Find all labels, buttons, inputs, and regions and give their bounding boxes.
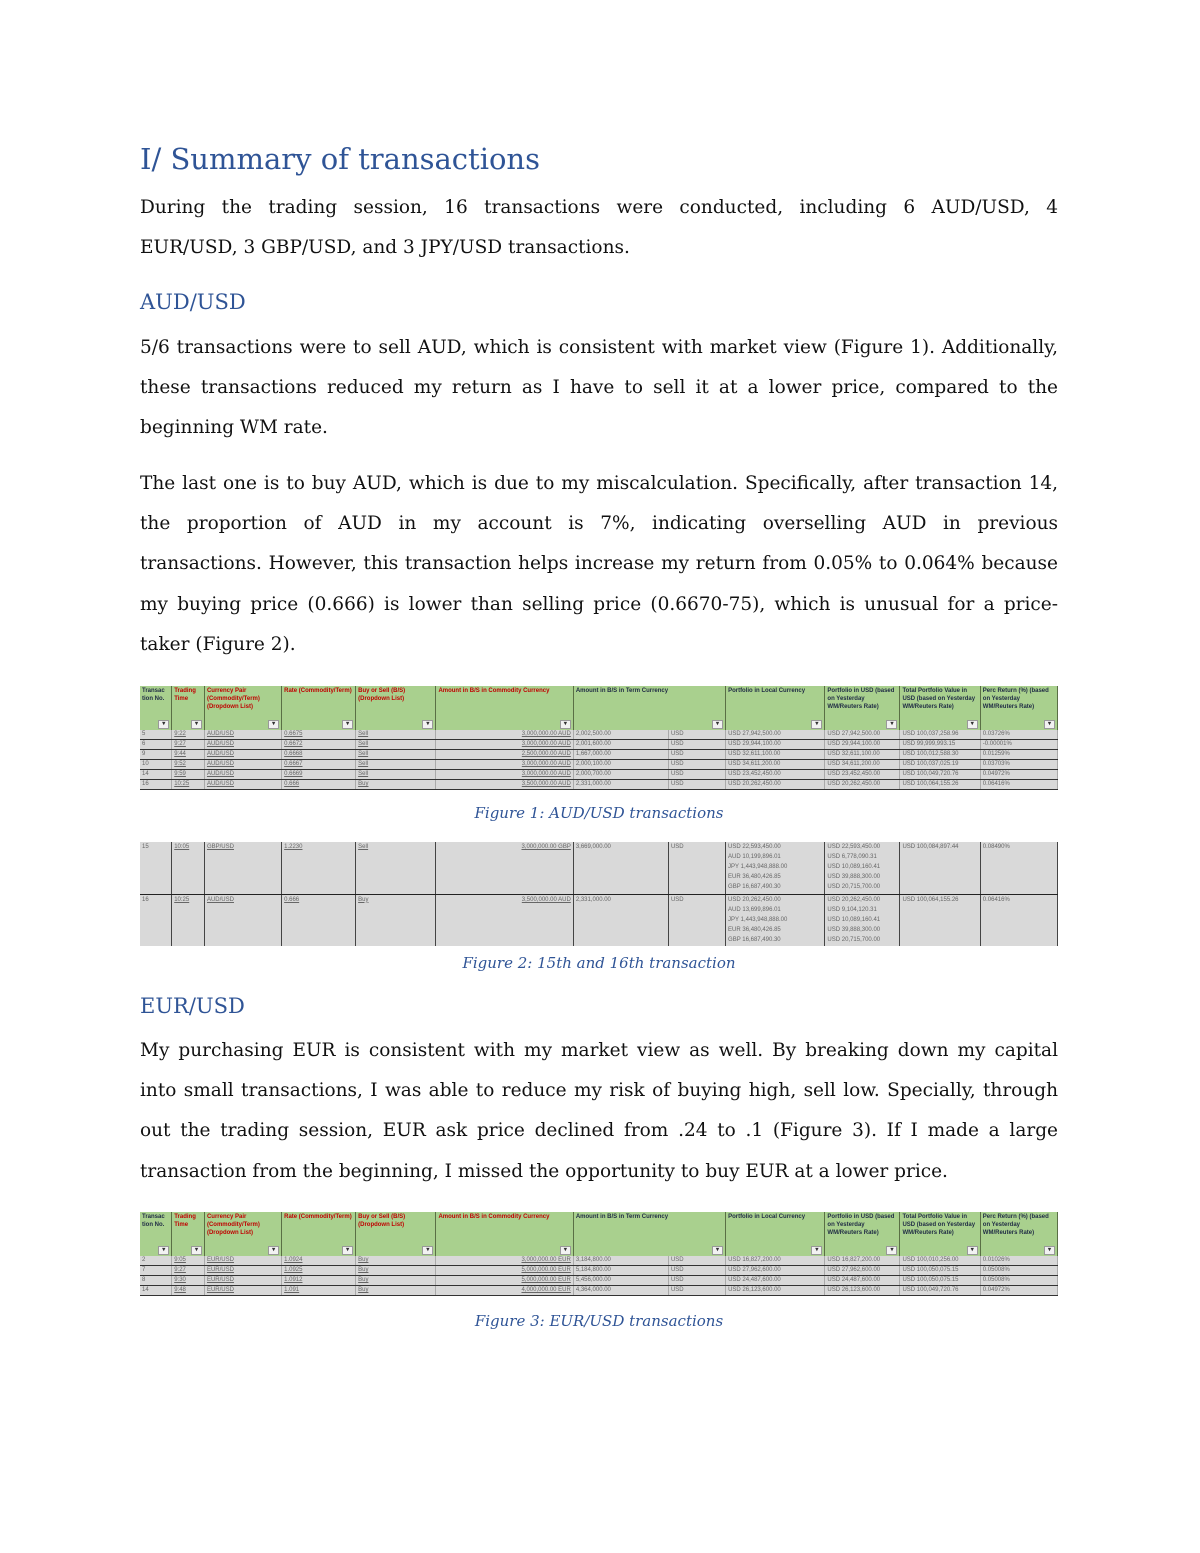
cell-total-usd[interactable]: USD 100,049,720.76 [900,770,980,780]
col-header-usd[interactable]: Portfolio in USD (based on Yesterday WM/Reuters Rate) ▾ [825,686,900,730]
cell-amount-term[interactable]: 3,669,000.00 [573,842,668,894]
holding-local: AUD 10,199,896.01 [728,854,781,860]
table-row [140,1256,1058,1266]
cell-portfolio-usd[interactable] [825,894,900,946]
col-header-perc[interactable]: Perc Return (%) (based on Yesterday WM/Reuters Rate) ▾ [980,686,1057,730]
cell-total-usd[interactable]: USD 99,999,993.15 [900,740,980,750]
table-row [140,760,1058,770]
cell-portfolio-usd[interactable]: USD 27,942,500.00 [825,730,900,740]
cell-term-currency[interactable]: USD [668,760,725,770]
cell-amount-commodity[interactable]: 4,000,000.00 EUR [436,1286,573,1296]
cell-local-portfolio[interactable] [726,894,825,946]
table-row [140,1286,1058,1296]
cell-no[interactable]: 10 [140,760,172,770]
holding-usd: USD 10,089,160.41 [827,916,881,923]
cell-perc-return[interactable]: -0.00001% [980,740,1057,750]
figure-2-spreadsheet [140,842,1058,946]
cell-total-usd[interactable]: USD 100,049,720.76 [900,1286,980,1296]
cell-side[interactable]: Sell [356,770,436,780]
col-header-local[interactable]: Portfolio in Local Currency ▾ [726,1212,825,1256]
cell-amount-term[interactable]: 2,001,600.00 [573,740,668,750]
cell-time[interactable]: 9:44 [172,750,205,760]
eur-line: transaction from the beginning, I missed the opportunity to buy EUR at a lower price. [140,1160,948,1182]
cell-no[interactable]: 14 [140,1286,172,1296]
col-header-amt-comm[interactable]: Amount in B/S in Commodity Currency ▾ [436,1212,573,1256]
cell-rate[interactable]: 0.6675 [282,730,356,740]
cell-amount-commodity[interactable]: 3,000,000.00 GBP [436,842,573,894]
table-row [140,730,1058,740]
aud-p2-line: my buying price (0.666) is lower than selling price (0.6670-75), which is unusual for a price- [140,593,1058,615]
cell-no[interactable]: 7 [140,1266,172,1276]
cell-pair[interactable]: EUR/USD [204,1266,281,1276]
cell-local-portfolio[interactable]: USD 26,123,600.00 [726,1286,825,1296]
cell-no[interactable]: 15 [140,842,172,894]
cell-amount-term[interactable]: 2,002,500.00 [573,730,668,740]
aud-paragraph-1 [140,328,1058,449]
holding-local: USD 22,593,450.00 [728,844,781,850]
cell-time[interactable]: 9:05 [172,1256,205,1266]
cell-local-portfolio[interactable]: USD 32,611,100.00 [726,750,825,760]
col-header-amt-term[interactable]: Amount in B/S in Term Currency ▾ [573,686,725,730]
cell-amount-term[interactable]: 1,667,000.00 [573,750,668,760]
cell-local-portfolio[interactable]: USD 34,611,200.00 [726,760,825,770]
holding-usd: USD 20,715,700.00 [827,936,881,943]
cell-amount-term[interactable]: 4,364,000.00 [573,1286,668,1296]
cell-side[interactable]: Sell [356,760,436,770]
cell-amount-term[interactable]: 2,000,100.00 [573,760,668,770]
cell-time[interactable]: 10:25 [172,894,205,946]
holding-local: AUD 13,699,896.01 [728,906,781,913]
cell-amount-commodity[interactable]: 3,000,000.00 AUD [436,730,573,740]
cell-local-portfolio[interactable]: USD 24,487,600.00 [726,1276,825,1286]
table-row [140,1266,1058,1276]
holding-local: EUR 36,480,426.85 [728,874,781,880]
holding-usd: USD 22,593,450.00 [827,844,881,850]
holding-local: JPY 1,443,948,888.00 [728,916,788,923]
cell-time[interactable]: 9:27 [172,740,205,750]
cell-pair[interactable]: AUD/USD [204,894,281,946]
table-row [140,740,1058,750]
cell-total-usd[interactable]: USD 100,064,155.26 [900,894,980,946]
cell-amount-term[interactable]: 5,456,000.00 [573,1276,668,1286]
figure-2-caption: Figure 2: 15th and 16th transaction [462,954,736,972]
col-header-rate[interactable]: Rate (Commodity/Term) ▾ [282,1212,356,1256]
cell-term-currency[interactable]: USD [668,780,725,790]
cell-perc-return[interactable]: 0.03726% [980,730,1057,740]
holding-local: USD 20,262,450.00 [728,896,781,903]
cell-rate[interactable]: 0.6668 [282,750,356,760]
table-row [140,750,1058,760]
cell-term-currency[interactable]: USD [668,740,725,750]
cell-amount-term[interactable]: 2,000,700.00 [573,770,668,780]
cell-perc-return[interactable]: 0.01259% [980,750,1057,760]
cell-time[interactable]: 9:30 [172,1276,205,1286]
holding-usd: USD 20,262,450.00 [827,896,881,903]
holding-local: GBP 16,687,490.30 [728,936,781,943]
cell-rate[interactable]: 1.0925 [282,1266,356,1276]
cell-time[interactable]: 9:27 [172,1266,205,1276]
cell-total-usd[interactable]: USD 100,012,588.30 [900,750,980,760]
cell-no[interactable]: 14 [140,770,172,780]
cell-perc-return[interactable]: 0.06416% [980,780,1057,790]
cell-pair[interactable]: EUR/USD [204,1276,281,1286]
cell-portfolio-usd[interactable]: USD 29,944,100.00 [825,740,900,750]
figure-3-spreadsheet [140,1212,1058,1304]
col-header-local[interactable]: Portfolio in Local Currency ▾ [726,686,825,730]
cell-portfolio-usd[interactable]: USD 27,962,600.00 [825,1266,900,1276]
cell-amount-commodity[interactable]: 2,500,000.00 AUD [436,750,573,760]
cell-time[interactable]: 9:22 [172,730,205,740]
cell-pair[interactable]: AUD/USD [204,740,281,750]
holding-usd: USD 39,888,300.00 [827,926,881,933]
cell-amount-commodity[interactable]: 3,500,000.00 AUD [436,780,573,790]
cell-perc-return[interactable]: 0.01026% [980,1256,1057,1266]
cell-total-usd[interactable]: USD 100,010,256.00 [900,1256,980,1266]
cell-amount-commodity[interactable]: 3,000,000.00 AUD [436,760,573,770]
aud-p1-line: 5/6 transactions were to sell AUD, which is consistent with market view (Figure 1). Additionally, [140,337,1058,358]
cell-portfolio-usd[interactable]: USD 16,827,200.00 [825,1256,900,1266]
cell-amount-commodity[interactable]: 3,000,000.00 EUR [436,1256,573,1266]
cell-pair[interactable]: EUR/USD [204,1286,281,1296]
cell-perc-return[interactable]: 0.08490% [980,842,1057,894]
col-header-amt-comm[interactable]: Amount in B/S in Commodity Currency ▾ [436,686,573,730]
cell-no[interactable]: 5 [140,730,172,740]
aud-heading: AUD/USD [140,290,246,314]
cell-portfolio-usd[interactable]: USD 23,452,450.00 [825,770,900,780]
intro-line: EUR/USD, 3 GBP/USD, and 3 JPY/USD transactions. [140,237,630,259]
cell-portfolio-usd[interactable]: USD 20,262,450.00 [825,780,900,790]
page-title: I/ Summary of transactions [140,142,540,176]
cell-no[interactable]: 16 [140,780,172,790]
table-row [140,1276,1058,1286]
figure-1-spreadsheet [140,686,1058,796]
cell-local-portfolio[interactable]: USD 29,944,100.00 [726,740,825,750]
table-row [140,780,1058,790]
cell-term-currency[interactable]: USD [668,842,725,894]
col-header-total[interactable]: Total Portfolio Value in USD (based on Yesterday WM/Reuters Rate) ▾ [900,686,980,730]
cell-no[interactable]: 6 [140,740,172,750]
cell-pair[interactable]: EUR/USD [204,1256,281,1266]
col-header-total[interactable]: Total Portfolio Value in USD (based on Yesterday WM/Reuters Rate) ▾ [900,1212,980,1256]
cell-amount-commodity[interactable]: 3,500,000.00 AUD [436,894,573,946]
holding-local: JPY 1,443,948,888.00 [728,864,788,870]
aud-p1-line: beginning WM rate. [140,417,328,439]
cell-total-usd[interactable]: USD 100,084,897.44 [900,842,980,894]
col-header-pair[interactable]: Currency Pair (Commodity/Term) (Dropdown List) ▾ [204,686,281,730]
cell-local-portfolio[interactable]: USD 20,262,450.00 [726,780,825,790]
cell-local-portfolio[interactable] [726,842,825,894]
cell-amount-commodity[interactable]: 5,000,000.00 EUR [436,1266,573,1276]
cell-total-usd[interactable]: USD 100,050,075.15 [900,1266,980,1276]
cell-pair[interactable]: AUD/USD [204,750,281,760]
cell-rate[interactable]: 0.666 [282,780,356,790]
cell-pair[interactable]: AUD/USD [204,770,281,780]
intro-paragraph [140,188,1058,268]
cell-total-usd[interactable]: USD 100,050,075.15 [900,1276,980,1286]
cell-amount-term[interactable]: 2,331,000.00 [573,780,668,790]
cell-side[interactable]: Buy [356,1276,436,1286]
cell-no[interactable]: 9 [140,750,172,760]
cell-local-portfolio[interactable]: USD 23,452,450.00 [726,770,825,780]
cell-no[interactable]: 2 [140,1256,172,1266]
col-header-rate[interactable]: Rate (Commodity/Term) ▾ [282,686,356,730]
cell-side[interactable]: Buy [356,1286,436,1296]
cell-term-currency[interactable]: USD [668,1276,725,1286]
col-header-time[interactable]: Trading Time ▾ [172,686,205,730]
aud-p2-line: taker (Figure 2). [140,633,296,655]
cell-rate[interactable]: 0.6672 [282,740,356,750]
cell-portfolio-usd[interactable] [825,842,900,894]
col-header-time[interactable]: Trading Time ▾ [172,1212,205,1256]
cell-side[interactable]: Buy [356,894,436,946]
col-header-usd[interactable]: Portfolio in USD (based on Yesterday WM/Reuters Rate) ▾ [825,1212,900,1256]
cell-pair[interactable]: AUD/USD [204,730,281,740]
cell-rate[interactable]: 1.0912 [282,1276,356,1286]
eur-line: out the trading session, EUR ask price declined from .24 to .1 (Figure 3). If I made a large [140,1120,1058,1142]
cell-perc-return[interactable]: 0.04972% [980,1286,1057,1296]
cell-rate[interactable]: 0.666 [282,894,356,946]
intro-line: During the trading session, 16 transactions were conducted, including 6 AUD/USD, 4 [140,197,1058,218]
cell-amount-commodity[interactable]: 3,000,000.00 AUD [436,740,573,750]
cell-side[interactable]: Buy [356,780,436,790]
holding-local: EUR 36,480,426.85 [728,926,781,933]
col-header-side[interactable]: Buy or Sell (B/S) (Dropdown List) ▾ [356,686,436,730]
holding-local: GBP 16,687,490.30 [728,884,781,890]
col-header-pair[interactable]: Currency Pair (Commodity/Term) (Dropdown List) ▾ [204,1212,281,1256]
col-header-no[interactable]: Transac tion No. ▾ [140,686,172,730]
holding-usd: USD 20,715,700.00 [827,884,881,890]
cell-pair[interactable]: GBP/USD [204,842,281,894]
aud-p2-line: the proportion of AUD in my account is 7%, indicating overselling AUD in previous [140,513,1058,535]
table-row [140,842,1058,894]
cell-perc-return[interactable]: 0.05008% [980,1276,1057,1286]
col-header-no[interactable]: Transac tion No. ▾ [140,1212,172,1256]
col-header-amt-term[interactable]: Amount in B/S in Term Currency ▾ [573,1212,725,1256]
cell-rate[interactable]: 0.6667 [282,760,356,770]
aud-p2-line: The last one is to buy AUD, which is due to my miscalculation. Specifically, after transaction 14, [140,473,1058,494]
cell-side[interactable]: Buy [356,1266,436,1276]
cell-perc-return[interactable]: 0.06416% [980,894,1057,946]
cell-no[interactable]: 16 [140,894,172,946]
cell-pair[interactable]: AUD/USD [204,760,281,770]
table-row [140,770,1058,780]
holding-usd: USD 9,104,120.31 [827,906,877,913]
aud-p2-line: transactions. However, this transaction helps increase my return from 0.05% to 0.064% because [140,553,1058,575]
figure-3-caption: Figure 3: EUR/USD transactions [474,1312,724,1330]
cell-total-usd[interactable]: USD 100,037,258.96 [900,730,980,740]
col-header-perc[interactable]: Perc Return (%) (based on Yesterday WM/Reuters Rate) ▾ [980,1212,1057,1256]
cell-perc-return[interactable]: 0.04972% [980,770,1057,780]
col-header-side[interactable]: Buy or Sell (B/S) (Dropdown List) ▾ [356,1212,436,1256]
cell-term-currency[interactable]: USD [668,730,725,740]
cell-portfolio-usd[interactable]: USD 24,487,600.00 [825,1276,900,1286]
eur-line: My purchasing EUR is consistent with my market view as well. By breaking down my capital [140,1040,1058,1061]
cell-pair[interactable]: AUD/USD [204,780,281,790]
cell-time[interactable]: 9:48 [172,1286,205,1296]
cell-time[interactable]: 9:59 [172,770,205,780]
eur-heading: EUR/USD [140,994,245,1018]
cell-side[interactable]: Sell [356,730,436,740]
cell-time[interactable]: 10:05 [172,842,205,894]
figure-1-caption: Figure 1: AUD/USD transactions [474,804,724,822]
cell-perc-return[interactable]: 0.03703% [980,760,1057,770]
eur-paragraph [140,1031,1058,1192]
cell-term-currency[interactable]: USD [668,1286,725,1296]
cell-side[interactable]: Sell [356,750,436,760]
cell-local-portfolio[interactable]: USD 27,942,500.00 [726,730,825,740]
holding-usd: USD 6,778,090.31 [827,854,877,860]
cell-portfolio-usd[interactable]: USD 26,123,600.00 [825,1286,900,1296]
cell-local-portfolio[interactable]: USD 27,962,600.00 [726,1266,825,1276]
table-row [140,894,1058,946]
cell-rate[interactable]: 0.6669 [282,770,356,780]
cell-term-currency[interactable]: USD [668,770,725,780]
cell-portfolio-usd[interactable]: USD 34,611,200.00 [825,760,900,770]
cell-time[interactable]: 10:25 [172,780,205,790]
cell-term-currency[interactable]: USD [668,894,725,946]
holding-usd: USD 10,089,160.41 [827,864,881,870]
cell-rate[interactable]: 1.0924 [282,1256,356,1266]
cell-term-currency[interactable]: USD [668,750,725,760]
cell-total-usd[interactable]: USD 100,037,025.19 [900,760,980,770]
cell-side[interactable]: Sell [356,842,436,894]
holding-usd: USD 39,888,300.00 [827,874,881,880]
cell-perc-return[interactable]: 0.05008% [980,1266,1057,1276]
cell-amount-term[interactable]: 2,331,000.00 [573,894,668,946]
cell-time[interactable]: 9:52 [172,760,205,770]
cell-term-currency[interactable]: USD [668,1266,725,1276]
cell-local-portfolio[interactable]: USD 16,827,200.00 [726,1256,825,1266]
cell-amount-term[interactable]: 3,184,800.00 [573,1256,668,1266]
cell-side[interactable]: Buy [356,1256,436,1266]
cell-rate[interactable]: 1.2230 [282,842,356,894]
cell-portfolio-usd[interactable]: USD 32,611,100.00 [825,750,900,760]
cell-amount-commodity[interactable]: 5,000,000.00 EUR [436,1276,573,1286]
cell-amount-commodity[interactable]: 3,000,000.00 AUD [436,770,573,780]
aud-paragraph-2 [140,464,1058,665]
aud-p1-line: these transactions reduced my return as I have to sell it at a lower price, compared to the [140,377,1058,399]
eur-line: into small transactions, I was able to reduce my risk of buying high, sell low. Specially, through [140,1080,1058,1102]
cell-total-usd[interactable]: USD 100,064,155.26 [900,780,980,790]
cell-rate[interactable]: 1.091 [282,1286,356,1296]
cell-amount-term[interactable]: 5,184,800.00 [573,1266,668,1276]
cell-term-currency[interactable]: USD [668,1256,725,1266]
cell-side[interactable]: Sell [356,740,436,750]
cell-no[interactable]: 8 [140,1276,172,1286]
